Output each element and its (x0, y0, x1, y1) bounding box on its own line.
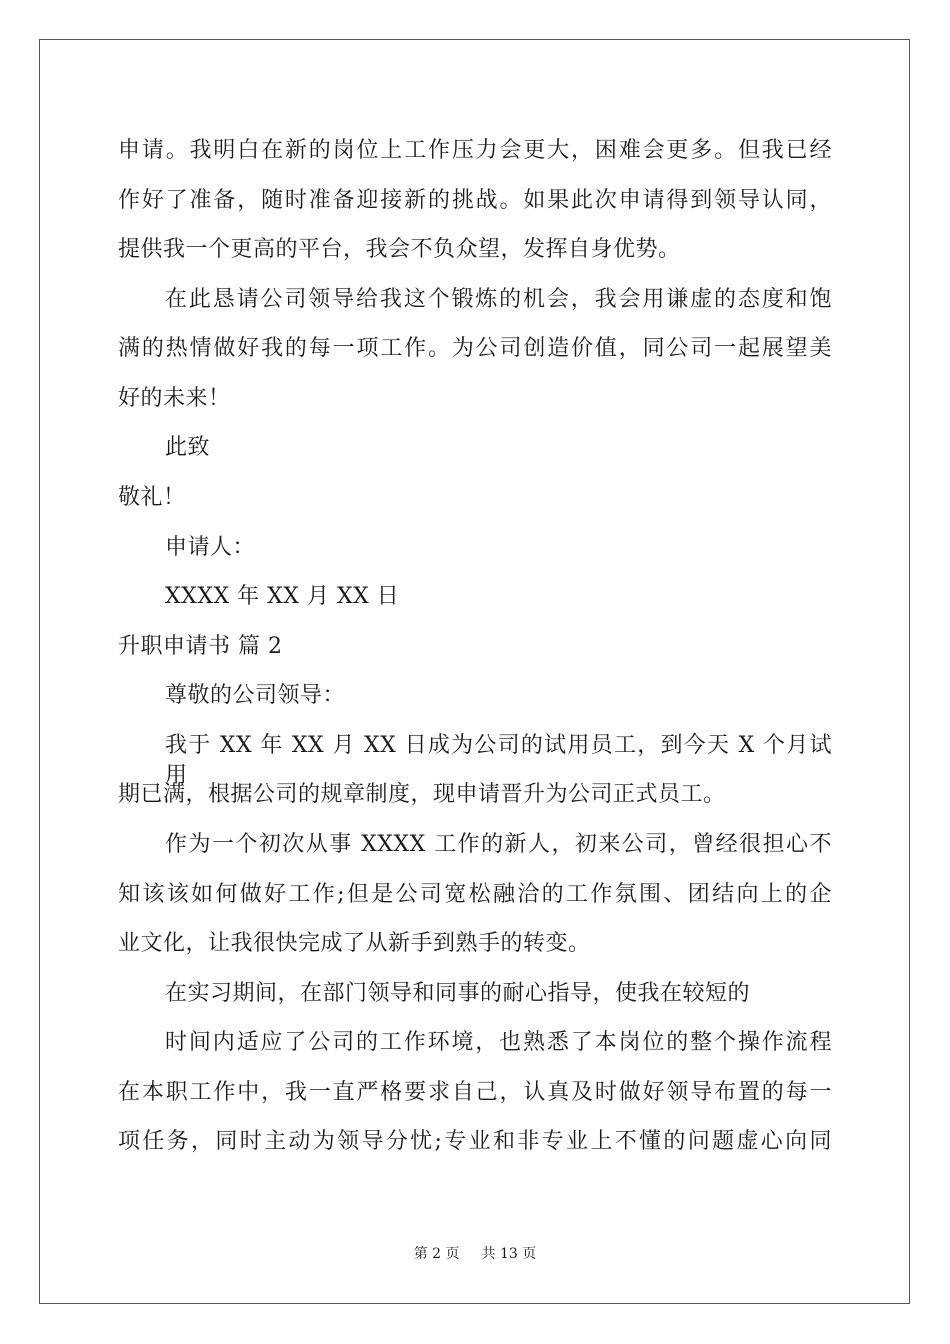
section-heading: 升职申请书 篇 2 (118, 634, 283, 659)
body-line-14: 期已满，根据公司的规章制度，现申请晋升为公司正式员工。 (118, 782, 726, 807)
body-line-13: 我于 XX 年 XX 月 XX 日成为公司的试用员工，到今天 X 个月试用 (165, 733, 832, 788)
applicant-label: 申请人： (165, 535, 256, 560)
body-line-16: 知该该如何做好工作;但是公司宽松融洽的工作氛围、团结向上的企 (118, 882, 832, 907)
body-line-19: 时间内适应了公司的工作环境，也熟悉了本岗位的整个操作流程 (165, 1030, 832, 1055)
page-border (39, 39, 910, 1304)
body-line-4: 在此恳请公司领导给我这个锻炼的机会，我会用谦虚的态度和饱 (165, 287, 832, 312)
closing-salutation: 此致 (165, 435, 211, 460)
closing-regards: 敬礼！ (118, 485, 186, 510)
page-number: 第 2 页 (413, 1246, 460, 1262)
body-line-6: 好的未来！ (118, 386, 231, 411)
body-line-17: 业文化，让我很快完成了从新手到熟手的转变。 (118, 931, 591, 956)
page-footer (0, 1245, 950, 1263)
body-line-1: 申请。我明白在新的岗位上工作压力会更大，困难会更多。但我已经 (118, 138, 832, 163)
body-line-21: 项任务，同时主动为领导分忧;专业和非专业上不懂的问题虚心向同 (118, 1129, 832, 1154)
greeting: 尊敬的公司领导： (165, 683, 346, 708)
date-line: XXXX 年 XX 月 XX 日 (165, 584, 400, 609)
page-total: 共 13 页 (481, 1246, 537, 1262)
body-line-15: 作为一个初次从事 XXXX 工作的新人，初来公司，曾经很担心不 (165, 832, 832, 857)
body-line-5: 满的热情做好我的每一项工作。为公司创造价值，同公司一起展望美 (118, 336, 832, 361)
body-line-20: 在本职工作中，我一直严格要求自己，认真及时做好领导布置的每一 (118, 1080, 832, 1105)
body-line-3: 提供我一个更高的平台，我会不负众望，发挥自身优势。 (118, 237, 681, 262)
body-line-18: 在实习期间，在部门领导和同事的耐心指导，使我在较短的 (165, 981, 751, 1006)
body-line-2: 作好了准备，随时准备迎接新的挑战。如果此次申请得到领导认同， (118, 188, 832, 213)
